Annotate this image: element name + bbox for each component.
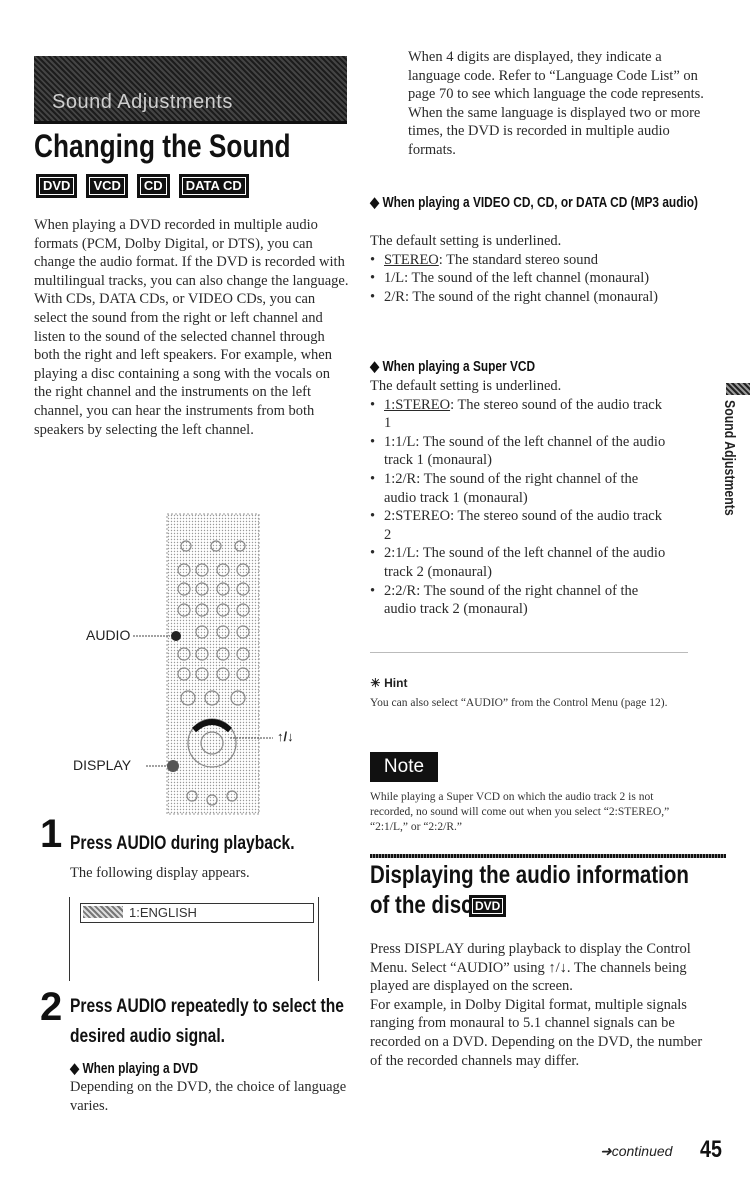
page-title: Changing the Sound: [34, 128, 291, 164]
banner-rule: [34, 121, 347, 124]
svcd-option-1-right: • 1:2/R: The sound of the right channel of the audio track 1 (monaural): [370, 470, 670, 507]
svcd-subtitle: ◆ When playing a Super VCD: [370, 359, 536, 375]
audio-icon: [83, 906, 123, 918]
step-1-title: Press AUDIO during playback.: [70, 833, 295, 854]
step-2-subtitle: ◆ When playing a DVD: [70, 1061, 199, 1077]
vcd-option-left: • 1/L: The sound of the left channel (monaural): [370, 269, 674, 288]
vcd-default-note: The default setting is underlined.: [370, 233, 562, 249]
lightbulb-icon: ☀: [370, 676, 381, 690]
badge-vcd: VCD: [86, 174, 127, 198]
vcd-option-stereo: • STEREO: The standard stereo sound: [370, 251, 700, 270]
svcd-option-2-left: • 2:1/L: The sound of the left channel of the audio track 2 (monaural): [370, 544, 670, 581]
step-1-number: 1: [40, 812, 63, 856]
side-tab-marker: [726, 383, 750, 395]
svcd-options: [370, 377, 670, 619]
badge-data-cd: DATA CD: [179, 174, 249, 198]
intro-paragraph-2: With CDs, DATA CDs, or VIDEO CDs, you can select the sound from the right or left channel and listen to the sound of the selected channel through both the right and left speakers. For example, when playing a disc containing a song with the vocals on the right channel and the instruments on the left channel, you can hear the instruments from both speakers by selecting the left channel.: [34, 291, 332, 438]
step-2-title: Press AUDIO repeatedly to select the desired audio signal.: [70, 996, 344, 1047]
hint-text: You can also select “AUDIO” from the Control Menu (page 12).: [370, 697, 668, 709]
svcd-option-1-stereo: • 1:STEREO: The stereo sound of the audio track 1: [370, 396, 670, 433]
continued-indicator: ➜continued: [600, 1143, 673, 1159]
page-number: 45: [700, 1136, 722, 1163]
vcd-options: [370, 232, 700, 306]
label-audio: AUDIO: [86, 627, 131, 643]
arrow-right-icon: ➜: [600, 1143, 612, 1159]
badge-dvd-heading: DVD: [469, 895, 506, 917]
badge-dvd: DVD: [36, 174, 77, 198]
audio-info-paragraph-2: For example, in Dolby Digital format, multiple signals ranging from monaural to 5.1 channel signals can be recorded on a DVD. Depending on the DVD, the number of the recorded channels may differ.: [370, 996, 703, 1069]
display-button: [167, 760, 179, 772]
intro-text: [34, 216, 350, 439]
hint-divider: [370, 652, 688, 653]
audio-display-text: 1:ENGLISH: [129, 905, 197, 920]
section-banner: [34, 56, 347, 122]
heading-rule: [370, 854, 726, 858]
audio-button: [171, 631, 181, 641]
heading-line-2: of the disc: [370, 891, 473, 919]
remote-body: [167, 514, 259, 814]
svcd-option-2-right: • 2:2/R: The sound of the right channel of the audio track 2 (monaural): [370, 582, 670, 619]
heading-line-1: Displaying the audio information: [370, 861, 689, 889]
step-2-body: Depending on the DVD, the choice of language varies.: [70, 1079, 347, 1114]
note-label: Note: [370, 752, 438, 782]
badge-cd: CD: [137, 174, 170, 198]
label-arrows: ↑/↓: [277, 729, 294, 744]
intro-paragraph-1: When playing a DVD recorded in multiple audio formats (PCM, Dolby Digital, or DTS), you can change the audio format. If the DVD is recorded with multilingual tracks, you can also change the language.: [34, 217, 349, 289]
note-text: While playing a Super VCD on which the audio track 2 is not recorded, no sound will come out when you select “2:STEREO,” “2:1/L,” or “2:2/R.”: [370, 791, 670, 833]
svcd-option-1-left: • 1:1/L: The sound of the left channel of the audio track 1 (monaural): [370, 433, 670, 470]
audio-info-text: [370, 940, 714, 1070]
vcd-subtitle: ◆ When playing a VIDEO CD, CD, or DATA CD (MP3 audio): [370, 195, 698, 211]
audio-info-paragraph-1: Press DISPLAY during playback to display the Control Menu. Select “AUDIO” using ↑/↓. The channels being played are displayed on the screen.: [370, 941, 691, 995]
side-tab-label: Sound Adjustments: [721, 400, 738, 516]
audio-info-heading: [370, 854, 726, 920]
remote-control-figure: [80, 508, 280, 828]
vcd-option-right: • 2/R: The sound of the right channel (monaural): [370, 288, 674, 307]
svcd-default-note: The default setting is underlined.: [370, 378, 562, 394]
label-display: DISPLAY: [73, 757, 132, 773]
step-1-body: The following display appears.: [70, 865, 250, 881]
language-code-paragraph: When 4 digits are displayed, they indicate a language code. Refer to “Language Code List” on page 70 to see which language the code represents. When the same language is displayed two or more times, the DVD is recorded in multiple audio formats.: [408, 49, 704, 158]
disc-badges: [36, 174, 258, 198]
svcd-option-2-stereo: • 2:STEREO: The stereo sound of the audio track 2: [370, 507, 670, 544]
audio-display-bar: [80, 903, 314, 923]
section-label: Sound Adjustments: [52, 91, 233, 113]
step-2-number: 2: [40, 985, 63, 1029]
hint-heading: ☀ Hint: [370, 676, 408, 690]
